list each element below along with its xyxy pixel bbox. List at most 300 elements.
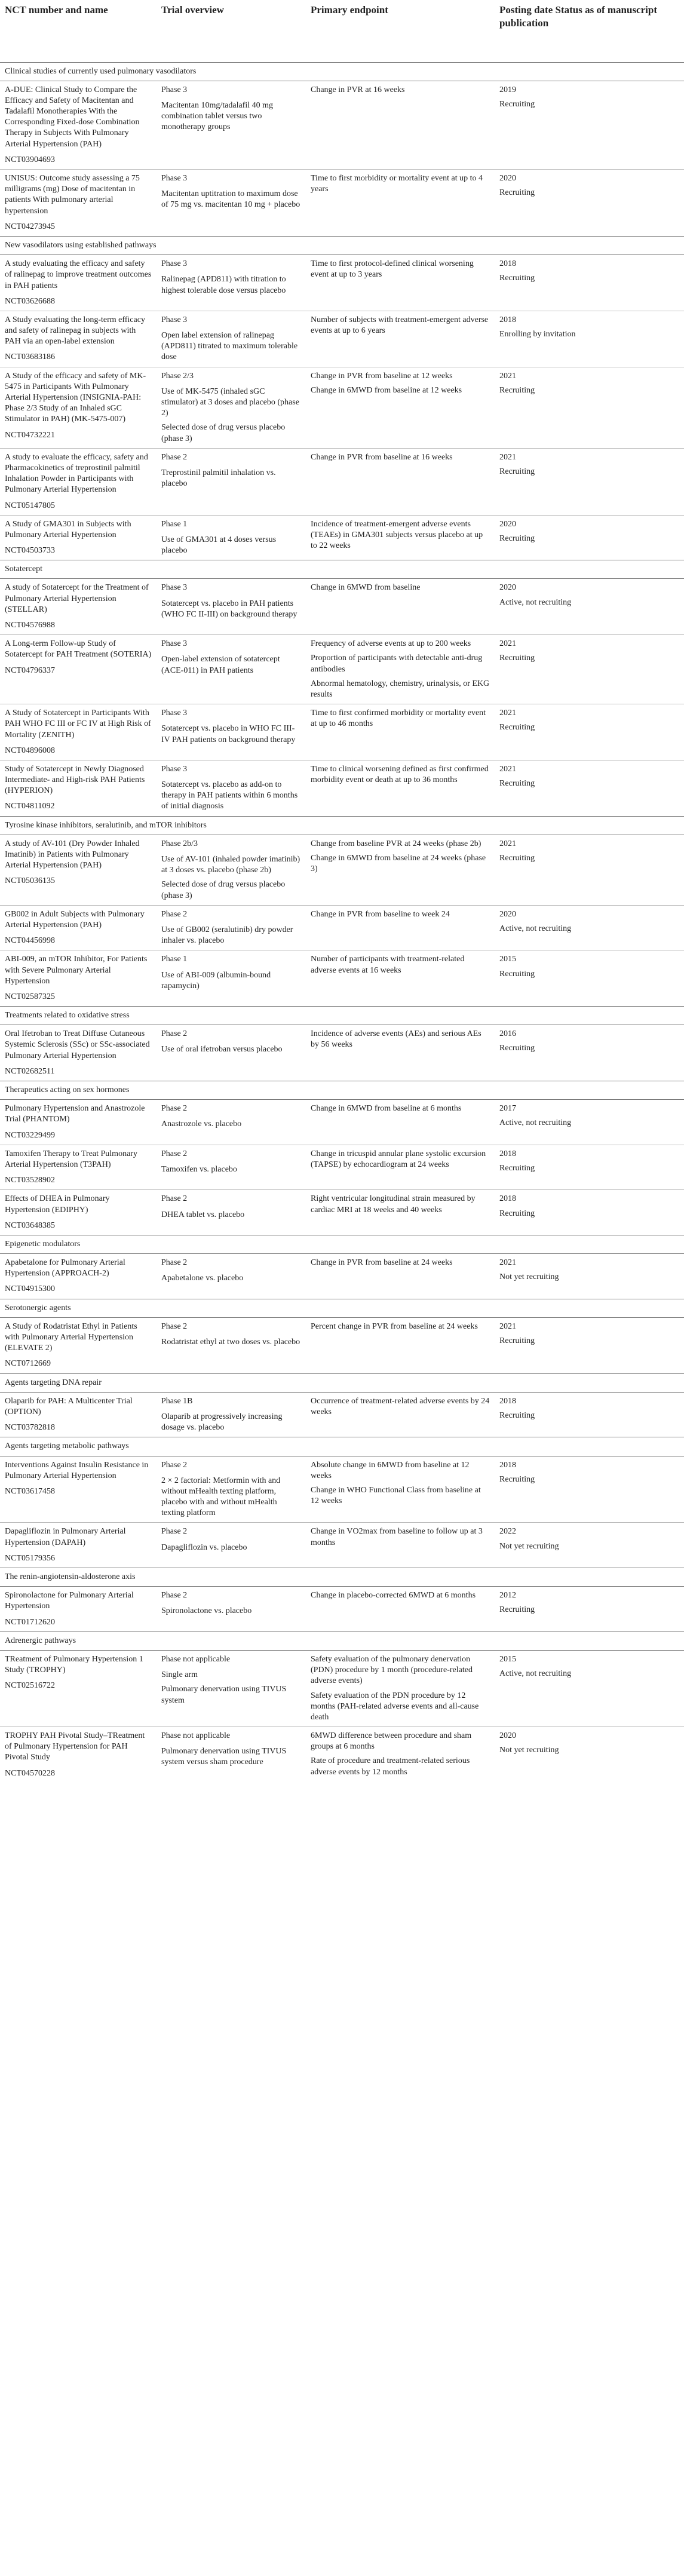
cell-nct-name [0,1523,157,1568]
trial-status: Recruiting [499,188,535,198]
section-row [0,1437,684,1456]
endpoint-line: Time to first confirmed morbidity or mortality event at up to 46 months [311,709,486,729]
cell-endpoint [306,835,495,905]
trial-phase: Phase 2 [161,1029,188,1039]
cell-endpoint [306,1727,495,1783]
overview-line: Selected dose of drug versus placebo (phase 3) [161,423,286,443]
cell-posting [495,515,684,560]
endpoint-line: Change in placebo-corrected 6MWD at 6 months [311,1591,476,1600]
overview-line: Olaparib at progressively increasing dosage vs. placebo [161,1412,283,1433]
nct-number: NCT04896008 [5,746,55,755]
overview-line: Use of AV-101 (inhaled powder imatinib) at 3 doses vs. placebo (phase 2b) [161,855,300,875]
endpoint-line: Change in PVR at 16 weeks [311,85,405,94]
cell-posting [495,170,684,237]
posting-date: 2018 [499,1460,516,1470]
cell-overview [157,760,306,816]
overview-line: Sotatercept vs. placebo in PAH patients (WHO FC II-III) on background therapy [161,599,297,619]
cell-nct-name [0,311,157,367]
cell-overview [157,1650,306,1726]
nct-number: NCT03683186 [5,352,55,362]
cell-overview [157,311,306,367]
cell-posting [495,579,684,635]
endpoint-line: Change in 6MWD from baseline at 24 weeks (phase 3) [311,854,486,874]
nct-number: NCT03229499 [5,1130,55,1140]
cell-overview [157,1523,306,1568]
table-row [0,1727,684,1783]
cell-overview [157,1025,306,1081]
posting-date: 2020 [499,174,516,183]
cell-overview [157,1392,306,1437]
cell-endpoint [306,255,495,311]
overview-line: Open-label extension of sotatercept (ACE-011) in PAH patients [161,655,280,675]
cell-posting [495,1523,684,1568]
trial-status: Recruiting [499,654,535,663]
table-row [0,1190,684,1235]
trial-name: A study of Sotatercept for the Treatment of Pulmonary Arterial Hypertension (STELLAR) [5,583,149,614]
table-row [0,255,684,311]
posting-date: 2019 [499,85,516,94]
trial-status: Recruiting [499,969,535,979]
cell-nct-name [0,448,157,515]
cell-overview [157,170,306,237]
overview-line: Anastrozole vs. placebo [161,1120,242,1129]
endpoint-line: Absolute change in 6MWD from baseline at 12 weeks [311,1460,470,1480]
table-row [0,950,684,1007]
cell-nct-name [0,1145,157,1190]
section-row [0,1299,684,1317]
cell-nct-name [0,835,157,905]
cell-endpoint [306,579,495,635]
trial-name: A Study of GMA301 in Subjects with Pulmonary Arterial Hypertension [5,519,131,539]
endpoint-line: Right ventricular longitudinal strain measured by cardiac MRI at 18 weeks and 40 weeks [311,1194,476,1215]
cell-endpoint [306,1650,495,1726]
trial-name: TROPHY PAH Pivotal Study–TReatment of Pulmonary Hypertension for PAH Pivotal Study [5,1731,145,1762]
trial-phase: Phase not applicable [161,1731,231,1741]
cell-nct-name [0,1456,157,1523]
section-title: Serotonergic agents [0,1299,684,1317]
overview-line: 2 × 2 factorial: Metformin with and without mHealth texting platform, placebo with and without mHealth texting platform [161,1476,281,1518]
trial-status: Recruiting [499,1336,535,1345]
overview-line: Use of GB002 (seralutinib) dry powder inhaler vs. placebo [161,925,293,946]
cell-posting [495,704,684,760]
cell-overview [157,448,306,515]
header-posting: Posting date Status as of manuscript publication [495,0,684,62]
trial-phase: Phase 2 [161,452,188,462]
trial-status: Active, not recruiting [499,924,572,933]
overview-line: DHEA tablet vs. placebo [161,1210,245,1219]
cell-nct-name [0,515,157,560]
overview-line: Apabetalone vs. placebo [161,1274,244,1283]
endpoint-line: Change in 6MWD from baseline [311,583,421,593]
trial-phase: Phase 3 [161,85,188,94]
overview-line: Use of GMA301 at 4 doses versus placebo [161,535,277,556]
endpoint-line: Incidence of adverse events (AEs) and serious AEs by 56 weeks [311,1029,481,1050]
section-row [0,1373,684,1392]
cell-posting [495,635,684,704]
posting-date: 2020 [499,1731,516,1741]
cell-endpoint [306,515,495,560]
trial-name: Study of Sotatercept in Newly Diagnosed Intermediate- and High-risk PAH Patients (HYPERION) [5,764,145,796]
trial-name: A Study of the efficacy and safety of MK-5475 in Participants With Pulmonary Arterial Hypertension (INSIGNIA-PAH: Phase 2/3 Study of an Inhaled sGC Stimulator in PAH) (MK-5475-007) [5,371,146,424]
posting-date: 2015 [499,1654,516,1664]
posting-date: 2018 [499,315,516,324]
endpoint-line: Incidence of treatment-emergent adverse events (TEAEs) in GMA301 subjects versus placebo at up to 22 weeks [311,519,483,551]
cell-endpoint [306,448,495,515]
section-row [0,1081,684,1100]
section-title: The renin-angiotensin-aldosterone axis [0,1568,684,1587]
section-row [0,1007,684,1025]
endpoint-line: Change in 6MWD from baseline at 12 weeks [311,385,462,395]
posting-date: 2018 [499,1194,516,1204]
nct-number: NCT03528902 [5,1176,55,1185]
cell-posting [495,1650,684,1726]
trial-status: Recruiting [499,1044,535,1053]
posting-date: 2021 [499,764,516,774]
posting-date: 2020 [499,909,516,919]
cell-overview [157,579,306,635]
cell-endpoint [306,311,495,367]
trial-phase: Phase 2 [161,1194,188,1204]
section-title: Treatments related to oxidative stress [0,1007,684,1025]
endpoint-line: Change in 6MWD from baseline at 6 months [311,1104,462,1114]
section-row [0,816,684,835]
section-title: Epigenetic modulators [0,1235,684,1253]
endpoint-line: Change in VO2max from baseline to follow up at 3 months [311,1527,483,1547]
trial-status: Recruiting [499,1605,535,1615]
section-row [0,560,684,579]
overview-line: Spironolactone vs. placebo [161,1606,252,1616]
cell-endpoint [306,1254,495,1299]
trial-status: Recruiting [499,99,535,109]
cell-endpoint [306,760,495,816]
cell-posting [495,905,684,950]
overview-line: Use of oral ifetroban versus placebo [161,1045,283,1054]
trial-status: Not yet recruiting [499,1746,559,1755]
endpoint-line: Rate of procedure and treatment-related serious adverse events by 12 months [311,1756,470,1777]
header-row [0,0,684,62]
cell-overview [157,950,306,1007]
trial-phase: Phase 3 [161,764,188,774]
endpoint-line: Change in PVR from baseline to week 24 [311,909,450,919]
overview-line: Single arm [161,1670,198,1680]
table-row [0,1650,684,1726]
table-row [0,1145,684,1190]
cell-overview [157,835,306,905]
trial-phase: Phase 3 [161,315,188,324]
section-title: Clinical studies of currently used pulmonary vasodilators [0,62,684,81]
section-title: Agents targeting DNA repair [0,1373,684,1392]
posting-date: 2018 [499,259,516,269]
trial-name: Tamoxifen Therapy to Treat Pulmonary Arterial Hypertension (T3PAH) [5,1149,137,1169]
trial-name: A Long-term Follow-up Study of Sotatercept for PAH Treatment (SOTERIA) [5,639,152,660]
overview-line: Pulmonary denervation using TIVUS system [161,1685,287,1705]
trial-name: A study evaluating the efficacy and safety of ralinepag to improve treatment outcomes in PAH patients [5,259,152,290]
cell-nct-name [0,170,157,237]
trial-status: Recruiting [499,274,535,283]
cell-endpoint [306,1145,495,1190]
trial-status: Recruiting [499,1209,535,1218]
section-row [0,62,684,81]
cell-nct-name [0,1587,157,1632]
section-title: Tyrosine kinase inhibitors, seralutinib, and mTOR inhibitors [0,816,684,835]
overview-line: Dapagliflozin vs. placebo [161,1542,247,1552]
trial-status: Recruiting [499,467,535,476]
cell-posting [495,1025,684,1081]
endpoint-line: Change in WHO Functional Class from baseline at 12 weeks [311,1485,481,1506]
endpoint-line: Percent change in PVR from baseline at 24 weeks [311,1321,478,1331]
trial-name: A Study evaluating the long-term efficacy and safety of ralinepag in subjects with PAH via an open-label extension [5,315,145,346]
section-row [0,1568,684,1587]
overview-line: Use of MK-5475 (inhaled sGC stimulator) at 3 doses and placebo (phase 2) [161,387,299,418]
table-row [0,515,684,560]
cell-overview [157,1587,306,1632]
table-row [0,81,684,169]
nct-number: NCT03904693 [5,155,55,164]
endpoint-line: Number of participants with treatment-related adverse events at 16 weeks [311,955,465,975]
trial-name: A Study of Rodatristat Ethyl in Patients with Pulmonary Arterial Hypertension (ELEVATE 2) [5,1321,137,1353]
overview-line: Pulmonary denervation using TIVUS system versus sham procedure [161,1747,287,1767]
cell-endpoint [306,81,495,169]
trial-phase: Phase 1 [161,519,188,529]
table-row [0,1392,684,1437]
cell-overview [157,905,306,950]
endpoint-line: Time to first morbidity or mortality event at up to 4 years [311,174,483,194]
nct-number: NCT04796337 [5,666,55,675]
cell-nct-name [0,950,157,1007]
cell-overview [157,1100,306,1145]
cell-nct-name [0,635,157,704]
trial-name: Pulmonary Hypertension and Anastrozole Trial (PHANTOM) [5,1104,145,1124]
table-row [0,170,684,237]
section-row [0,236,684,254]
cell-endpoint [306,905,495,950]
endpoint-line: Change in PVR from baseline at 16 weeks [311,452,453,462]
trial-phase: Phase 2 [161,1149,188,1158]
overview-line: Sotatercept vs. placebo as add-on to therapy in PAH patients within 6 months of initial diagnosis [161,780,298,811]
overview-line: Use of ABI-009 (albumin-bound rapamycin) [161,970,271,990]
trial-phase: Phase 2 [161,1460,188,1470]
trial-phase: Phase 3 [161,174,188,183]
cell-nct-name [0,1100,157,1145]
trial-status: Active, not recruiting [499,597,572,607]
overview-line: Sotatercept vs. placebo in WHO FC III-IV PAH patients on background therapy [161,724,296,744]
cell-endpoint [306,1456,495,1523]
nct-number: NCT0712669 [5,1359,51,1369]
nct-number: NCT05147805 [5,501,55,510]
table-row [0,905,684,950]
section-title: New vasodilators using established pathways [0,236,684,254]
overview-line: Treprostinil palmitil inhalation vs. placebo [161,468,276,489]
trial-status: Recruiting [499,854,535,863]
cell-posting [495,760,684,816]
trial-name: Oral Ifetroban to Treat Diffuse Cutaneous Systemic Sclerosis (SSc) or SSc-associated Pulmonary Arterial Hypertension [5,1029,150,1060]
trial-phase: Phase 3 [161,583,188,593]
section-title: Sotatercept [0,560,684,579]
header-overview: Trial overview [157,0,306,62]
endpoint-line: Time to first protocol-defined clinical worsening event at up to 3 years [311,259,474,280]
nct-number: NCT04273945 [5,222,55,231]
cell-nct-name [0,255,157,311]
cell-overview [157,255,306,311]
cell-endpoint [306,1587,495,1632]
table-row [0,635,684,704]
endpoint-line: Safety evaluation of the pulmonary denervation (PDN) procedure by 1 month (procedure-related adverse events) [311,1654,473,1686]
cell-posting [495,1392,684,1437]
trial-name: Interventions Against Insulin Resistance in Pulmonary Arterial Hypertension [5,1460,149,1480]
endpoint-line: Change in tricuspid annular plane systolic excursion (TAPSE) by echocardiogram at 24 weeks [311,1149,486,1169]
cell-nct-name [0,81,157,169]
posting-date: 2021 [499,452,516,462]
cell-overview [157,635,306,704]
trial-phase: Phase 2 [161,1104,188,1114]
posting-date: 2021 [499,639,516,649]
cell-nct-name [0,1392,157,1437]
trial-name: ABI-009, an mTOR Inhibitor, For Patients with Severe Pulmonary Arterial Hypertension [5,955,148,986]
cell-nct-name [0,1190,157,1235]
posting-date: 2017 [499,1104,516,1114]
cell-overview [157,704,306,760]
section-title: Adrenergic pathways [0,1632,684,1650]
nct-number: NCT04732221 [5,430,55,440]
cell-overview [157,367,306,448]
nct-number: NCT03626688 [5,296,55,306]
nct-number: NCT04915300 [5,1284,55,1294]
trial-status: Recruiting [499,1410,535,1420]
trial-status: Not yet recruiting [499,1541,559,1551]
trial-name: Dapagliflozin in Pulmonary Arterial Hypertension (DAPAH) [5,1527,126,1547]
overview-line: Ralinepag (APD811) with titration to highest tolerable dose versus placebo [161,275,286,295]
cell-nct-name [0,1727,157,1783]
nct-number: NCT02682511 [5,1066,55,1076]
trial-name: Olaparib for PAH: A Multicenter Trial (OPTION) [5,1396,133,1416]
trial-phase: Phase not applicable [161,1654,231,1664]
trial-phase: Phase 3 [161,639,188,649]
table-row [0,1025,684,1081]
cell-endpoint [306,950,495,1007]
cell-nct-name [0,1650,157,1726]
cell-endpoint [306,1392,495,1437]
overview-line: Selected dose of drug versus placebo (phase 3) [161,880,286,900]
trial-status: Not yet recruiting [499,1272,559,1282]
endpoint-line: Time to clinical worsening defined as first confirmed morbidity event or death at up to 36 months [311,764,489,785]
endpoint-line: Number of subjects with treatment-emergent adverse events at up to 6 years [311,315,489,336]
nct-number: NCT05179356 [5,1553,55,1563]
cell-posting [495,311,684,367]
posting-date: 2020 [499,519,516,529]
endpoint-line: Frequency of adverse events at up to 200 weeks [311,639,471,649]
posting-date: 2022 [499,1527,516,1537]
trial-status: Active, not recruiting [499,1669,572,1679]
trial-name: A study to evaluate the efficacy, safety and Pharmacokinetics of treprostinil palmitil Inhalation Powder in Participants with Pulmonary Arterial Hypertension [5,452,148,495]
trial-name: A-DUE: Clinical Study to Compare the Efficacy and Safety of Macitentan and Tadalafil Monotherapies With the Corresponding Fixed-dose Combination Therapy in Subjects With Pulmonary Arterial Hypertension (PAH) [5,85,140,149]
section-title: Therapeutics acting on sex hormones [0,1081,684,1100]
nct-number: NCT04811092 [5,802,55,811]
cell-overview [157,81,306,169]
trial-phase: Phase 2/3 [161,371,194,381]
cell-posting [495,950,684,1007]
trial-status: Recruiting [499,779,535,789]
trial-status: Recruiting [499,1474,535,1484]
nct-number: NCT05036135 [5,876,55,886]
cell-endpoint [306,1025,495,1081]
table-row [0,311,684,367]
trial-name: Spironolactone for Pulmonary Arterial Hypertension [5,1591,134,1611]
cell-overview [157,1317,306,1373]
header-nct: NCT number and name [0,0,157,62]
trial-phase: Phase 2 [161,1258,188,1268]
table-row [0,579,684,635]
trial-status: Recruiting [499,723,535,732]
section-row [0,1632,684,1650]
nct-number: NCT03617458 [5,1486,55,1496]
nct-number: NCT01712620 [5,1617,55,1627]
table-row [0,367,684,448]
trial-status: Recruiting [499,385,535,395]
trial-phase: Phase 3 [161,709,188,718]
cell-posting [495,1587,684,1632]
overview-line: Macitentan 10mg/tadalafil 40 mg combination tablet versus two monotherapy groups [161,100,274,132]
endpoint-line: Change from baseline PVR at 24 weeks (phase 2b) [311,839,481,848]
trial-status: Active, not recruiting [499,1118,572,1128]
trial-name: UNISUS: Outcome study assessing a 75 milligrams (mg) Dose of macitentan in patients With pulmonary arterial hypertension [5,174,140,216]
nct-number: NCT02587325 [5,992,55,1001]
trial-name: A Study of Sotatercept in Participants With PAH WHO FC III or FC IV at High Risk of Mortality (ZENITH) [5,709,151,740]
trial-phase: Phase 2 [161,909,188,919]
table-row [0,760,684,816]
cell-endpoint [306,635,495,704]
trial-phase: Phase 2 [161,1591,188,1600]
cell-endpoint [306,1523,495,1568]
cell-endpoint [306,367,495,448]
nct-number: NCT04576988 [5,621,55,630]
cell-nct-name [0,367,157,448]
cell-overview [157,1456,306,1523]
cell-posting [495,1145,684,1190]
cell-nct-name [0,760,157,816]
endpoint-line: 6MWD difference between procedure and sham groups at 6 months [311,1731,472,1752]
table-row [0,704,684,760]
trial-name: TReatment of Pulmonary Hypertension 1 Study (TROPHY) [5,1654,143,1675]
trial-status: Enrolling by invitation [499,330,576,339]
endpoint-line: Change in PVR from baseline at 12 weeks [311,371,453,381]
cell-endpoint [306,1190,495,1235]
cell-overview [157,1254,306,1299]
posting-date: 2016 [499,1029,516,1039]
nct-number: NCT03782818 [5,1423,55,1433]
cell-posting [495,1190,684,1235]
table-row [0,835,684,905]
table-row [0,1317,684,1373]
cell-posting [495,1456,684,1523]
cell-posting [495,835,684,905]
cell-posting [495,1100,684,1145]
cell-nct-name [0,579,157,635]
trial-status: Recruiting [499,533,535,543]
trial-status: Recruiting [499,1163,535,1173]
posting-date: 2018 [499,1149,516,1158]
cell-endpoint [306,1100,495,1145]
section-row [0,1235,684,1253]
nct-number: NCT04570228 [5,1768,55,1778]
trial-phase: Phase 1B [161,1396,193,1406]
posting-date: 2021 [499,371,516,381]
trial-phase: Phase 2 [161,1321,188,1331]
posting-date: 2021 [499,709,516,718]
posting-date: 2021 [499,1321,516,1331]
cell-overview [157,1190,306,1235]
nct-number: NCT02516722 [5,1681,55,1691]
cell-endpoint [306,704,495,760]
